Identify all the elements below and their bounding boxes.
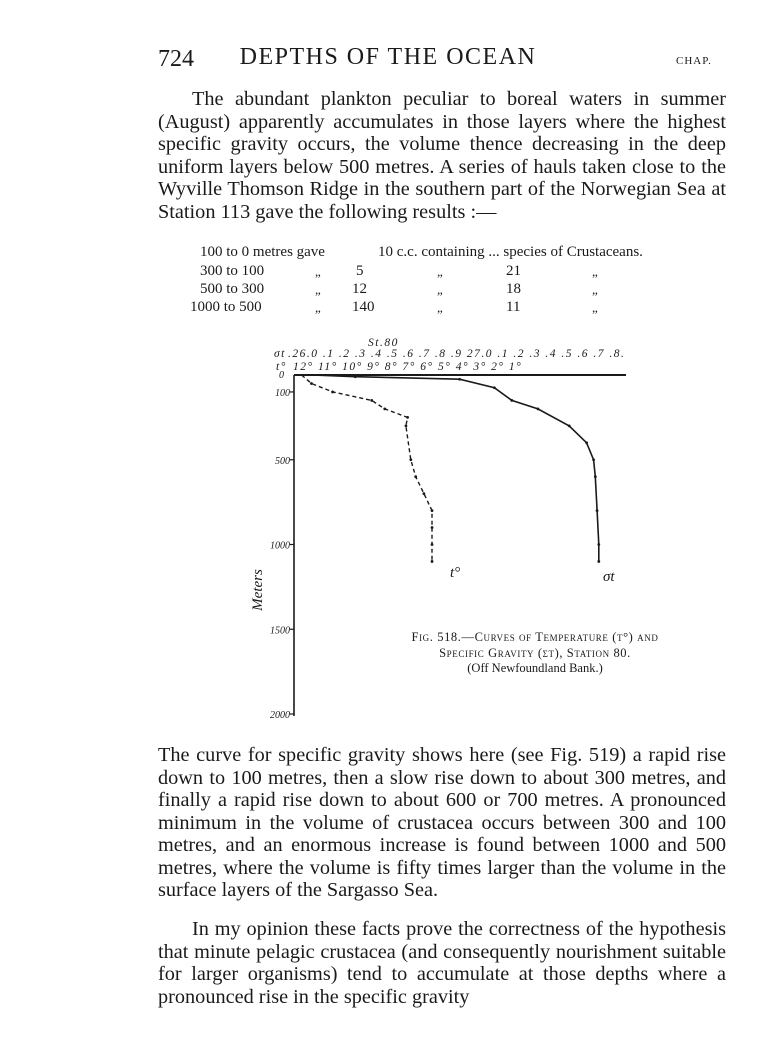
data-point — [383, 408, 386, 411]
page-number: 724 — [158, 46, 194, 72]
station-label: St.80 — [368, 337, 399, 349]
temperature-scale: 12° 11° 10° 9° 8° 7° 6° 5° 4° 3° 2° 1° — [293, 361, 523, 373]
data-point — [458, 378, 461, 381]
data-point — [331, 391, 334, 394]
table-row-4-depth: 1000 to 500 — [190, 299, 262, 315]
y-axis-title: Meters — [250, 569, 266, 611]
caption-line-1: Fig. 518.—Curves of Temperature (t°) and — [411, 630, 659, 644]
data-point — [354, 375, 357, 378]
caption-line-3: (Off Newfoundland Bank.) — [467, 661, 603, 675]
data-point — [405, 424, 408, 427]
specific-gravity-curve — [312, 375, 599, 562]
ditto-mark: „ — [315, 300, 321, 315]
table-row-2-volume: 5 — [356, 263, 364, 279]
gravity-curve-label: σt — [603, 569, 615, 585]
data-point — [414, 475, 417, 478]
ditto-mark: „ — [592, 282, 598, 297]
sigma-scale-label: σt — [274, 348, 286, 360]
ditto-mark: „ — [437, 282, 443, 297]
data-point — [597, 560, 600, 563]
ditto-mark: „ — [592, 264, 598, 279]
y-tick-label: 2000 — [270, 710, 290, 721]
data-point — [431, 509, 434, 512]
data-point — [592, 458, 595, 461]
caption-line-2: Specific Gravity (σt), Station 80. — [439, 645, 631, 660]
table-row-4-species: 11 — [506, 299, 521, 315]
y-ticks — [270, 388, 294, 721]
y-tick-label: 1000 — [270, 540, 290, 552]
temperature-curve — [302, 375, 432, 562]
zero-label: 0 — [279, 370, 284, 381]
ditto-mark: „ — [437, 300, 443, 315]
data-point — [537, 408, 540, 411]
chapter-tag: CHAP. — [676, 55, 712, 67]
data-point — [585, 441, 588, 444]
paragraph-1: The abundant plankton peculiar to boreal waters in summer (August) apparently accumulates in those layers where the highest specific gravity occurs, the volume thence decreasing in the deep uniform layers below 500 metres. A series of hauls taken close to the Wyville Thomson Ridge in the southern part of the Norwegian Sea at Station 113 gave the following results :— — [158, 88, 726, 223]
y-tick-label: 500 — [275, 455, 290, 467]
data-point — [406, 416, 409, 419]
ditto-mark: „ — [315, 264, 321, 279]
data-point — [568, 424, 571, 427]
paragraph-2: The curve for specific gravity shows here (see Fig. 519) a rapid rise down to 100 metres, then a slow rise down to about 300 metres, and finally a rapid rise down to about 600 or 700 metres. A pronounced minimum in the volume of crustacea occurs between 300 and 100 metres, and an enormous increase is found between 1000 and 500 metres, where the volume is fifty times larger than the volume in the surface layers of the Sargasso Sea. — [158, 744, 726, 901]
data-point — [409, 458, 412, 461]
running-title: DEPTHS OF THE OCEAN — [239, 44, 537, 70]
table-row-3-species: 18 — [506, 281, 521, 297]
table-row-1-depth: 100 to 0 metres gave — [200, 244, 325, 260]
ditto-mark: „ — [315, 282, 321, 297]
data-point — [431, 526, 434, 529]
table-row-3-depth: 500 to 300 — [200, 281, 265, 297]
table-row-2-species: 21 — [506, 263, 521, 279]
data-point — [596, 509, 599, 512]
curve-markers — [310, 375, 600, 563]
data-point — [431, 560, 434, 563]
data-point — [310, 382, 313, 385]
ditto-mark: „ — [437, 264, 443, 279]
table-row-2-depth: 300 to 100 — [200, 263, 265, 279]
y-tick-label: 1500 — [270, 625, 290, 637]
data-point — [370, 399, 373, 402]
figure-caption — [340, 630, 730, 677]
data-point — [594, 475, 597, 478]
table-row-3-volume: 12 — [352, 281, 367, 297]
table-row-1-volume: 10 c.c. containing ... species of Crustaceans. — [378, 244, 643, 260]
y-tick-label: 100 — [275, 387, 290, 399]
paragraph-3: In my opinion these facts prove the correctness of the hypothesis that minute pelagic crustacea (and consequently nourishment suitable for larger organisms) tend to accumulate at those depths where a pronounced rise in the specific gravity — [158, 918, 726, 1008]
data-point — [493, 386, 496, 389]
temperature-scale-label: t° — [276, 361, 287, 373]
data-point — [510, 399, 513, 402]
sigma-scale: .26.0 .1 .2 .3 .4 .5 .6 .7 .8 .9 27.0 .1 .2 .3 .4 .5 .6 .7 .8. — [288, 348, 626, 360]
temperature-curve-label: t° — [450, 565, 461, 581]
table-row-4-volume: 140 — [352, 299, 375, 315]
data-point — [597, 543, 600, 546]
ditto-mark: „ — [592, 300, 598, 315]
data-point — [431, 543, 434, 546]
data-point — [422, 492, 425, 495]
